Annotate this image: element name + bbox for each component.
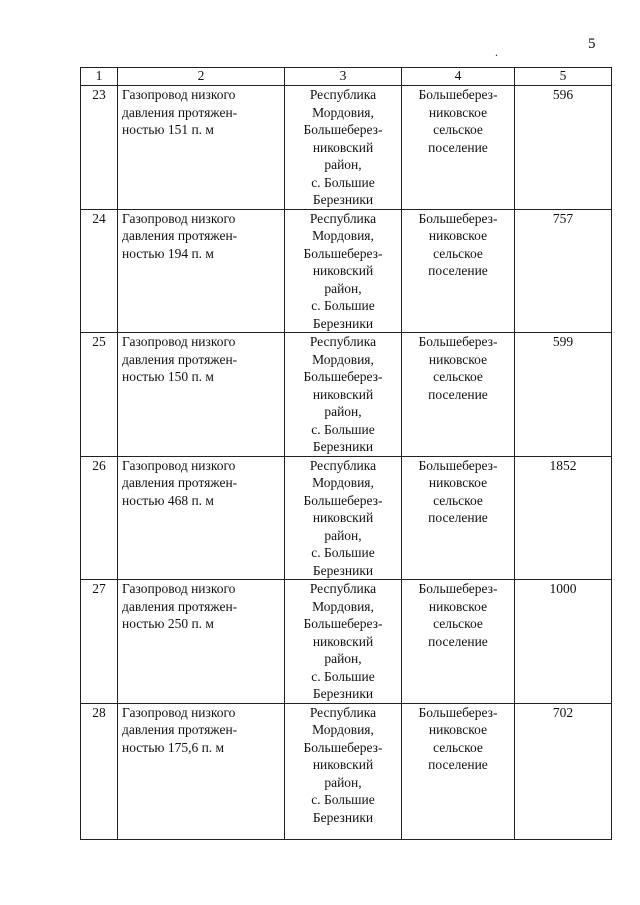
location-line: Большеберез- [303, 616, 383, 631]
object-name-line: давления протяжен- [122, 104, 238, 120]
settlement-line: Большеберез- [418, 581, 498, 596]
settlement-line: никовское [428, 351, 488, 367]
object-name-line: ностью 175,6 п. м [122, 739, 225, 755]
location-line: Большеберез- [303, 122, 383, 137]
settlement-line: Большеберез- [418, 704, 498, 720]
location-line: Республика [309, 87, 377, 102]
value-cell: 599 [515, 333, 612, 457]
location-line: Мордовия, [312, 104, 374, 120]
location-line: Березники [312, 315, 374, 331]
settlement-line: Большеберез- [418, 210, 498, 226]
object-name-cell [118, 209, 285, 333]
location-line: Мордовия, [312, 598, 374, 614]
location-line: Большеберез- [303, 369, 383, 384]
object-name-line: ностью 150 п. м [122, 369, 214, 384]
location-line: район, [324, 404, 362, 419]
settlement-line: сельское [433, 122, 483, 137]
row-number: 26 [81, 456, 118, 580]
header-row [81, 68, 612, 86]
settlement-cell [402, 86, 515, 210]
value-cell: 1000 [515, 580, 612, 704]
table-body [81, 86, 612, 840]
location-line: Березники [312, 439, 374, 454]
location-line: Республика [309, 457, 377, 473]
location-line: Республика [309, 581, 377, 596]
object-name-line: Газопровод низкого [122, 87, 236, 102]
table-row [81, 580, 612, 704]
settlement-cell [402, 209, 515, 333]
location-line: с. Большие [311, 174, 375, 190]
location-line: Березники [312, 809, 374, 825]
row-number: 27 [81, 580, 118, 704]
object-name-line: давления протяжен- [122, 722, 238, 737]
object-name-cell [118, 456, 285, 580]
object-name-line: Газопровод низкого [122, 334, 236, 349]
row-number: 23 [81, 86, 118, 210]
table-row [81, 209, 612, 333]
location-cell [285, 703, 402, 839]
row-number: 24 [81, 209, 118, 333]
location-line: Большеберез- [303, 245, 383, 261]
object-name-cell [118, 703, 285, 839]
location-line: район, [324, 651, 362, 666]
object-name-line: давления протяжен- [122, 475, 238, 490]
object-name-cell [118, 580, 285, 704]
location-line: Мордовия, [312, 228, 374, 243]
settlement-line: никовское [428, 104, 488, 120]
location-line: Березники [312, 562, 374, 578]
settlement-line: поселение [428, 510, 488, 525]
location-cell [285, 209, 402, 333]
location-line: Республика [309, 704, 377, 720]
object-name-cell [118, 333, 285, 457]
location-line: с. Большие [311, 421, 375, 437]
location-line: Большеберез- [303, 492, 383, 508]
object-name-line: Газопровод низкого [122, 210, 236, 226]
settlement-line: никовское [428, 228, 488, 243]
column-header-5: 5 [515, 68, 612, 86]
object-name-line: давления протяжен- [122, 598, 238, 614]
settlement-line: сельское [433, 616, 483, 631]
settlement-line: поселение [428, 386, 488, 402]
object-name-line: ностью 194 п. м [122, 245, 214, 261]
object-name-line: ностью 250 п. м [122, 616, 214, 631]
object-name-line: давления протяжен- [122, 351, 238, 367]
value-cell: 757 [515, 209, 612, 333]
stray-mark: . [495, 45, 498, 59]
table-row [81, 333, 612, 457]
location-line: район, [324, 157, 362, 172]
location-line: Мордовия, [312, 351, 374, 367]
value-cell: 702 [515, 703, 612, 839]
settlement-cell [402, 703, 515, 839]
settlement-line: сельское [433, 739, 483, 755]
object-name-line: ностью 151 п. м [122, 122, 214, 137]
settlement-line: Большеберез- [418, 87, 498, 102]
settlement-line: поселение [428, 757, 488, 772]
object-name-line: Газопровод низкого [122, 581, 236, 596]
settlement-line: поселение [428, 139, 488, 155]
location-line: Мордовия, [312, 475, 374, 490]
row-number: 28 [81, 703, 118, 839]
table-row [81, 703, 612, 839]
location-cell [285, 456, 402, 580]
settlement-line: никовское [428, 475, 488, 490]
location-line: с. Большие [311, 298, 375, 313]
location-line: никовский [312, 510, 374, 525]
location-cell [285, 580, 402, 704]
settlement-line: сельское [433, 492, 483, 508]
location-line: никовский [312, 263, 374, 278]
settlement-line: никовское [428, 722, 488, 737]
column-header-3: 3 [285, 68, 402, 86]
location-line: район, [324, 774, 362, 790]
table-row [81, 86, 612, 210]
column-header-4: 4 [402, 68, 515, 86]
column-header-1: 1 [81, 68, 118, 86]
settlement-cell [402, 580, 515, 704]
object-name-cell [118, 86, 285, 210]
object-name-line: Газопровод низкого [122, 457, 236, 473]
location-line: Мордовия, [312, 722, 374, 737]
value-cell: 596 [515, 86, 612, 210]
settlement-cell [402, 333, 515, 457]
column-header-2: 2 [118, 68, 285, 86]
table-row [81, 456, 612, 580]
location-line: Березники [312, 192, 374, 207]
location-line: район, [324, 280, 362, 296]
settlement-line: поселение [428, 633, 488, 649]
location-line: с. Большие [311, 792, 375, 807]
settlement-cell [402, 456, 515, 580]
object-name-line: давления протяжен- [122, 228, 238, 243]
value-cell: 1852 [515, 456, 612, 580]
row-number: 25 [81, 333, 118, 457]
location-line: никовский [312, 757, 374, 772]
location-line: Березники [312, 686, 374, 701]
location-line: никовский [312, 139, 374, 155]
property-table [80, 67, 612, 840]
location-line: никовский [312, 386, 374, 402]
settlement-line: сельское [433, 245, 483, 261]
settlement-line: Большеберез- [418, 334, 498, 349]
location-line: Республика [309, 334, 377, 349]
page-number: 5 [588, 36, 596, 52]
settlement-line: сельское [433, 369, 483, 384]
location-line: район, [324, 527, 362, 543]
settlement-line: поселение [428, 263, 488, 278]
location-cell [285, 86, 402, 210]
settlement-line: Большеберез- [418, 457, 498, 473]
object-name-line: Газопровод низкого [122, 704, 236, 720]
location-cell [285, 333, 402, 457]
location-line: Республика [309, 210, 377, 226]
settlement-line: никовское [428, 598, 488, 614]
location-line: с. Большие [311, 668, 375, 684]
object-name-line: ностью 468 п. м [122, 492, 214, 508]
location-line: никовский [312, 633, 374, 649]
location-line: Большеберез- [303, 739, 383, 755]
location-line: с. Большие [311, 545, 375, 560]
